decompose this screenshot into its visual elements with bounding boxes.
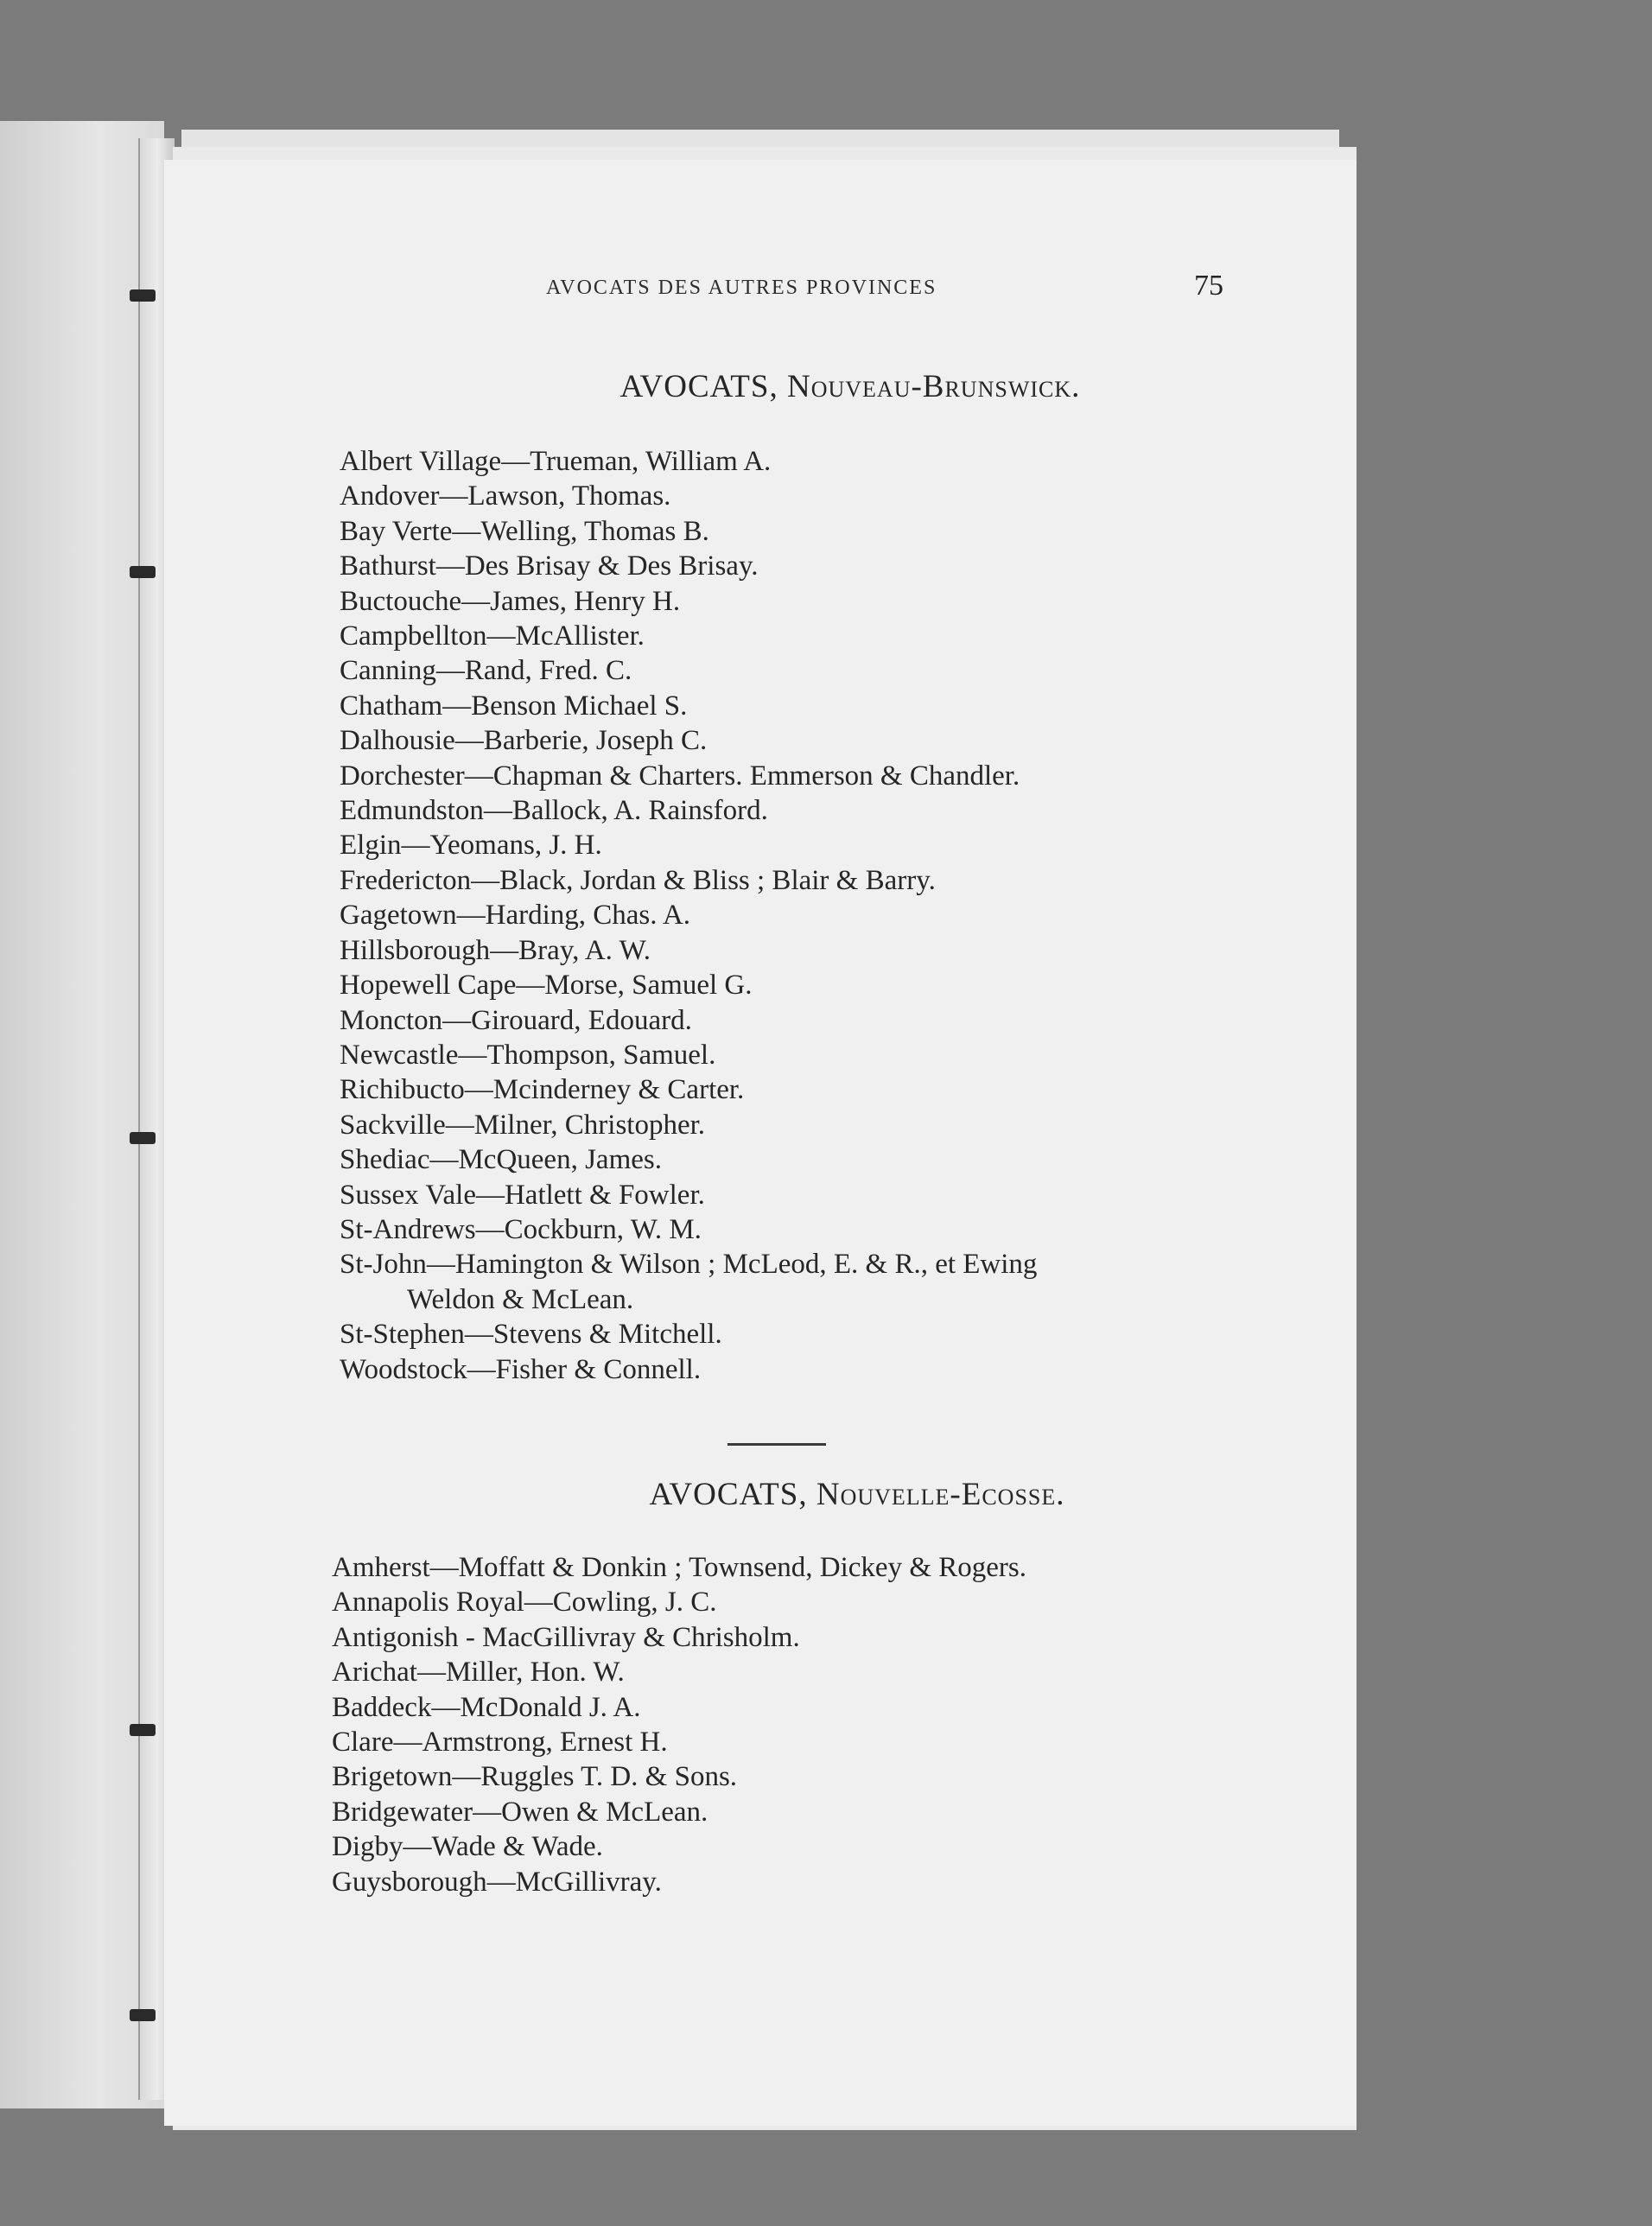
list-item: Bay Verte—Welling, Thomas B. bbox=[340, 515, 709, 547]
list-item: Sussex Vale—Hatlett & Fowler. bbox=[340, 1179, 705, 1211]
list-item: Annapolis Royal—Cowling, J. C. bbox=[332, 1587, 717, 1619]
list-item: Bridgewater—Owen & McLean. bbox=[332, 1796, 708, 1828]
list-item: Dorchester—Chapman & Charters. Emmerson & Chandler. bbox=[340, 760, 1020, 792]
section-title-new-brunswick bbox=[418, 368, 1282, 405]
binding-thread bbox=[130, 566, 156, 578]
running-head: AVOCATS DES AUTRES PROVINCES bbox=[546, 277, 937, 299]
list-item: Digby—Wade & Wade. bbox=[332, 1831, 603, 1863]
list-item: Clare—Armstrong, Ernest H. bbox=[332, 1727, 668, 1759]
list-item: Campbellton—McAllister. bbox=[340, 620, 645, 652]
list-item: Buctouche—James, Henry H. bbox=[340, 585, 681, 617]
list-item: Brigetown—Ruggles T. D. & Sons. bbox=[332, 1761, 738, 1793]
list-item: St-Andrews—Cockburn, W. M. bbox=[340, 1213, 702, 1245]
section-divider bbox=[728, 1443, 826, 1446]
list-item: St-Stephen—Stevens & Mitchell. bbox=[340, 1319, 722, 1351]
list-item: Albert Village—Trueman, William A. bbox=[340, 446, 772, 477]
list-item: St-John—Hamington & Wilson ; McLeod, E. & R., et Ewing bbox=[340, 1249, 1038, 1281]
binding-thread bbox=[130, 2009, 156, 2021]
binding-thread bbox=[130, 289, 156, 302]
list-item: Antigonish - MacGillivray & Chrisholm. bbox=[332, 1621, 800, 1653]
list-item: Chatham—Benson Michael S. bbox=[340, 690, 688, 722]
list-item: Woodstock—Fisher & Connell. bbox=[340, 1353, 702, 1385]
list-item: Andover—Lawson, Thomas. bbox=[340, 480, 671, 512]
page-number: 75 bbox=[1194, 270, 1223, 302]
section-title-place: Nouveau-Brunswick. bbox=[786, 369, 1081, 404]
list-item: Elgin—Yeomans, J. H. bbox=[340, 830, 602, 862]
list-item: Guysborough—McGillivray. bbox=[332, 1866, 662, 1898]
list-item-continuation: Weldon & McLean. bbox=[407, 1283, 634, 1315]
list-item: Arichat—Miller, Hon. W. bbox=[332, 1657, 625, 1689]
section-title-prefix: AVOCATS, bbox=[649, 1477, 808, 1512]
list-item: Richibucto—Mcinderney & Carter. bbox=[340, 1074, 745, 1106]
list-item: Edmundston—Ballock, A. Rainsford. bbox=[340, 795, 768, 827]
list-item: Bathurst—Des Brisay & Des Brisay. bbox=[340, 550, 759, 582]
binding-thread bbox=[130, 1724, 156, 1736]
list-item: Dalhousie—Barberie, Joseph C. bbox=[340, 725, 708, 757]
list-item: Baddeck—McDonald J. A. bbox=[332, 1691, 641, 1723]
list-item: Moncton—Girouard, Edouard. bbox=[340, 1004, 692, 1036]
list-item: Fredericton—Black, Jordan & Bliss ; Blair & Barry. bbox=[340, 864, 936, 896]
list-item: Sackville—Milner, Christopher. bbox=[340, 1109, 706, 1141]
list-item: Hillsborough—Bray, A. W. bbox=[340, 934, 651, 966]
binding-thread bbox=[130, 1132, 156, 1144]
section-title-prefix: AVOCATS, bbox=[620, 369, 778, 404]
list-item: Amherst—Moffatt & Donkin ; Townsend, Dickey & Rogers. bbox=[332, 1552, 1026, 1583]
list-item: Shediac—McQueen, James. bbox=[340, 1144, 662, 1176]
list-item: Canning—Rand, Fred. C. bbox=[340, 655, 632, 687]
lawyer-list-new-brunswick bbox=[340, 444, 1037, 1387]
list-item: Hopewell Cape—Morse, Samuel G. bbox=[340, 970, 753, 1002]
section-title-place: Nouvelle-Ecosse. bbox=[816, 1477, 1065, 1512]
lawyer-list-nova-scotia bbox=[332, 1550, 1026, 1899]
section-title-nova-scotia bbox=[425, 1476, 1289, 1513]
list-item: Gagetown—Harding, Chas. A. bbox=[340, 900, 691, 932]
list-item: Newcastle—Thompson, Samuel. bbox=[340, 1039, 716, 1071]
